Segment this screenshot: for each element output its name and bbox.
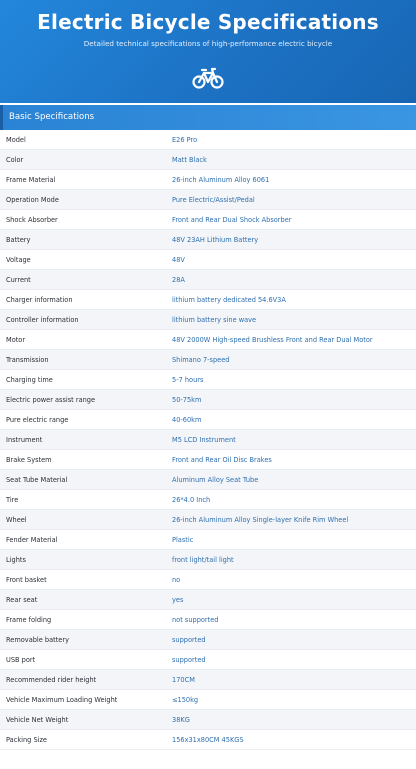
spec-label: Instrument	[6, 435, 43, 444]
spec-row	[0, 730, 416, 750]
spec-value: 48V 23AH Lithium Battery	[172, 235, 259, 244]
spec-row	[0, 210, 416, 230]
spec-value: supported	[172, 635, 206, 644]
spec-label: Wheel	[6, 515, 27, 524]
spec-value: Front and Rear Oil Disc Brakes	[172, 455, 272, 464]
page-title: Electric Bicycle Specifications	[37, 10, 379, 34]
spec-label: Brake System	[6, 455, 52, 464]
spec-row	[0, 490, 416, 510]
spec-row	[0, 630, 416, 650]
spec-label: Recommended rider height	[6, 675, 97, 684]
spec-label: Rear seat	[6, 595, 38, 604]
page-subtitle: Detailed technical specifications of high-performance electric bicycle	[83, 39, 333, 48]
spec-value: not supported	[172, 615, 219, 624]
spec-row	[0, 570, 416, 590]
spec-row	[0, 450, 416, 470]
spec-row	[0, 310, 416, 330]
spec-row	[0, 290, 416, 310]
spec-label: Electric power assist range	[6, 395, 96, 404]
spec-value: 48V	[172, 255, 185, 264]
spec-row	[0, 610, 416, 630]
spec-row	[0, 590, 416, 610]
spec-row	[0, 350, 416, 370]
spec-row	[0, 510, 416, 530]
spec-row	[0, 410, 416, 430]
spec-label: Fender Material	[6, 535, 58, 544]
spec-value: Plastic	[172, 535, 194, 544]
spec-value: 26*4.0 Inch	[172, 495, 211, 504]
spec-label: Transmission	[6, 355, 49, 364]
spec-label: Tire	[6, 495, 19, 504]
spec-label: Shock Absorber	[6, 215, 58, 224]
spec-label: Front basket	[6, 575, 47, 584]
spec-label: Pure electric range	[6, 415, 69, 424]
spec-table	[0, 130, 416, 750]
spec-value: lithium battery sine wave	[172, 315, 257, 324]
spec-value: 156x31x80CM 45KGS	[172, 735, 244, 744]
spec-row	[0, 170, 416, 190]
spec-value: 26-inch Aluminum Alloy Single-layer Knife Rim Wheel	[172, 515, 349, 524]
spec-value: Front and Rear Dual Shock Absorber	[172, 215, 292, 224]
spec-row	[0, 690, 416, 710]
spec-row	[0, 530, 416, 550]
spec-row	[0, 330, 416, 350]
spec-row	[0, 230, 416, 250]
spec-value: 38KG	[172, 715, 190, 724]
spec-value: 28A	[172, 275, 185, 284]
spec-value: lithium battery dedicated 54.6V3A	[172, 295, 286, 304]
spec-label: Battery	[6, 235, 31, 244]
spec-label: Charger information	[6, 295, 73, 304]
spec-label: Removable battery	[6, 635, 69, 644]
spec-value: Pure Electric/Assist/Pedal	[172, 195, 255, 204]
spec-row	[0, 390, 416, 410]
spec-label: Vehicle Net Weight	[6, 715, 69, 724]
spec-row	[0, 130, 416, 150]
spec-row	[0, 670, 416, 690]
spec-value: Matt Black	[172, 155, 207, 164]
spec-value: 40-60km	[172, 415, 202, 424]
spec-row	[0, 370, 416, 390]
spec-label: USB port	[6, 655, 36, 664]
spec-value: Shimano 7-speed	[172, 355, 230, 364]
spec-label: Seat Tube Material	[6, 475, 68, 484]
spec-value: no	[172, 575, 181, 584]
spec-label: Lights	[6, 555, 26, 564]
spec-value: supported	[172, 655, 206, 664]
spec-value: E26 Pro	[172, 135, 198, 144]
spec-value: 50-75km	[172, 395, 202, 404]
spec-label: Motor	[6, 335, 26, 344]
section-header: Basic Specifications	[0, 105, 416, 130]
spec-row	[0, 150, 416, 170]
spec-label: Charging time	[6, 375, 53, 384]
spec-value: 5-7 hours	[172, 375, 204, 384]
spec-row	[0, 270, 416, 290]
spec-label: Model	[6, 135, 26, 144]
spec-label: Voltage	[6, 255, 31, 264]
bicycle-icon	[192, 66, 224, 90]
spec-row	[0, 710, 416, 730]
spec-label: Frame folding	[6, 615, 52, 624]
page-header	[0, 0, 416, 103]
spec-value: 26-inch Aluminum Alloy 6061	[172, 175, 270, 184]
spec-label: Frame Material	[6, 175, 56, 184]
spec-value: yes	[172, 595, 184, 604]
spec-label: Vehicle Maximum Loading Weight	[6, 695, 118, 704]
spec-label: Packing Size	[6, 735, 47, 744]
spec-row	[0, 250, 416, 270]
spec-label: Operation Mode	[6, 195, 59, 204]
spec-value: Aluminum Alloy Seat Tube	[172, 475, 259, 484]
spec-value: front light/tail light	[172, 555, 234, 564]
spec-row	[0, 650, 416, 670]
spec-label: Current	[6, 275, 31, 284]
spec-row	[0, 430, 416, 450]
spec-row	[0, 190, 416, 210]
spec-row	[0, 470, 416, 490]
spec-value: ≤150kg	[172, 695, 199, 704]
spec-value: 170CM	[172, 675, 195, 684]
spec-value: M5 LCD Instrument	[172, 435, 236, 444]
spec-label: Controller information	[6, 315, 79, 324]
spec-row	[0, 550, 416, 570]
spec-value: 48V 2000W High-speed Brushless Front and Rear Dual Motor	[172, 335, 373, 344]
spec-label: Color	[6, 155, 24, 164]
